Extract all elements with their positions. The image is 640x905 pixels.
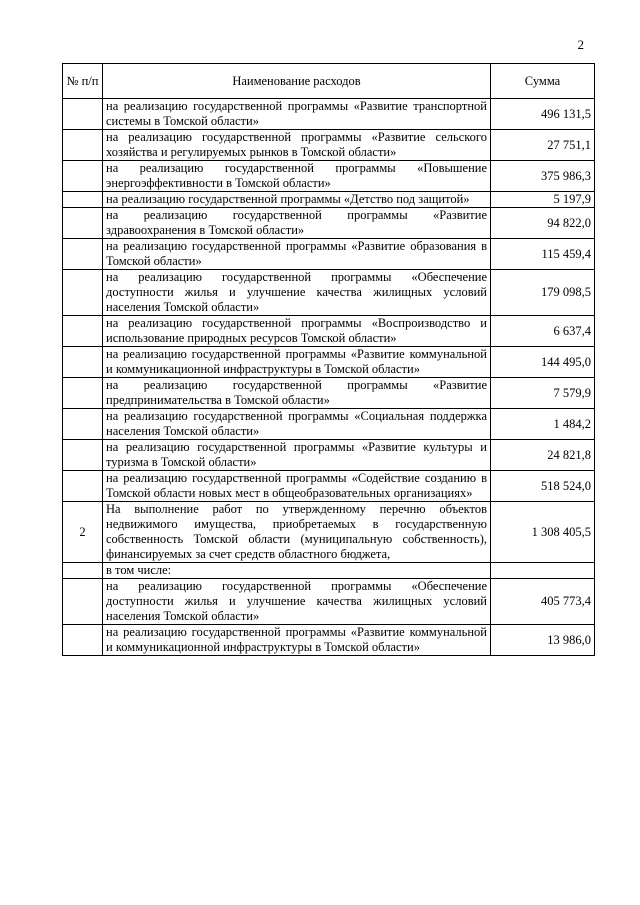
row-number bbox=[63, 347, 103, 378]
table-row bbox=[63, 192, 595, 208]
row-name: на реализацию государственной программы «Содействие созданию в Томской области новых мест в общеобразовательных организациях» bbox=[103, 471, 491, 502]
row-amount: 405 773,4 bbox=[491, 579, 595, 625]
row-number bbox=[63, 409, 103, 440]
table-header-row bbox=[63, 64, 595, 99]
row-number bbox=[63, 161, 103, 192]
page-number: 2 bbox=[577, 37, 584, 52]
table-row bbox=[63, 239, 595, 270]
row-name: на реализацию государственной программы «Обеспечение доступности жилья и улучшение качества жилищных условий населения Томской области» bbox=[103, 270, 491, 316]
row-number bbox=[63, 99, 103, 130]
header-name: Наименование расходов bbox=[103, 64, 491, 99]
row-name: на реализацию государственной программы «Развитие предпринимательства в Томской области» bbox=[103, 378, 491, 409]
row-number bbox=[63, 130, 103, 161]
row-number: 2 bbox=[63, 502, 103, 563]
table-row bbox=[63, 130, 595, 161]
row-name: на реализацию государственной программы «Повышение энергоэффективности в Томской области» bbox=[103, 161, 491, 192]
row-amount: 27 751,1 bbox=[491, 130, 595, 161]
table-row bbox=[63, 347, 595, 378]
table-row bbox=[63, 409, 595, 440]
row-name: на реализацию государственной программы «Развитие здравоохранения в Томской области» bbox=[103, 208, 491, 239]
row-number bbox=[63, 270, 103, 316]
row-amount: 179 098,5 bbox=[491, 270, 595, 316]
table-row bbox=[63, 270, 595, 316]
row-number bbox=[63, 192, 103, 208]
table-row bbox=[63, 161, 595, 192]
row-name: на реализацию государственной программы «Развитие коммунальной и коммуникационной инфраструктуры в Томской области» bbox=[103, 347, 491, 378]
row-name: На выполнение работ по утвержденному перечню объектов недвижимого имущества, приобретаемых в государственную собственность Томской области (муниципальную собственность), финансируемых за счет средств областного бюджета, bbox=[103, 502, 491, 563]
row-name: в том числе: bbox=[103, 563, 491, 579]
row-amount: 1 484,2 bbox=[491, 409, 595, 440]
table-row bbox=[63, 99, 595, 130]
row-name: на реализацию государственной программы «Развитие образования в Томской области» bbox=[103, 239, 491, 270]
table-row bbox=[63, 471, 595, 502]
expenses-table bbox=[62, 63, 595, 656]
row-amount: 13 986,0 bbox=[491, 625, 595, 656]
row-amount: 1 308 405,5 bbox=[491, 502, 595, 563]
row-name: на реализацию государственной программы «Развитие сельского хозяйства и регулируемых рынков в Томской области» bbox=[103, 130, 491, 161]
row-number bbox=[63, 563, 103, 579]
row-amount: 115 459,4 bbox=[491, 239, 595, 270]
row-number bbox=[63, 579, 103, 625]
row-amount: 496 131,5 bbox=[491, 99, 595, 130]
table-row bbox=[63, 378, 595, 409]
table-row bbox=[63, 563, 595, 579]
table-row bbox=[63, 440, 595, 471]
header-number: № п/п bbox=[63, 64, 103, 99]
table-row bbox=[63, 502, 595, 563]
table-row bbox=[63, 316, 595, 347]
row-amount: 24 821,8 bbox=[491, 440, 595, 471]
row-number bbox=[63, 378, 103, 409]
row-name: на реализацию государственной программы «Социальная поддержка населения Томской области» bbox=[103, 409, 491, 440]
row-amount: 518 524,0 bbox=[491, 471, 595, 502]
row-name: на реализацию государственной программы «Развитие коммунальной и коммуникационной инфраструктуры в Томской области» bbox=[103, 625, 491, 656]
row-number bbox=[63, 316, 103, 347]
row-amount: 94 822,0 bbox=[491, 208, 595, 239]
row-number bbox=[63, 208, 103, 239]
row-name: на реализацию государственной программы «Детство под защитой» bbox=[103, 192, 491, 208]
row-name: на реализацию государственной программы «Развитие транспортной системы в Томской области» bbox=[103, 99, 491, 130]
table-row bbox=[63, 625, 595, 656]
row-amount: 144 495,0 bbox=[491, 347, 595, 378]
table-row bbox=[63, 579, 595, 625]
row-number bbox=[63, 440, 103, 471]
row-amount: 375 986,3 bbox=[491, 161, 595, 192]
row-amount bbox=[491, 563, 595, 579]
row-amount: 7 579,9 bbox=[491, 378, 595, 409]
row-amount: 5 197,9 bbox=[491, 192, 595, 208]
row-number bbox=[63, 239, 103, 270]
header-amount: Сумма bbox=[491, 64, 595, 99]
row-name: на реализацию государственной программы «Обеспечение доступности жилья и улучшение качества жилищных условий населения Томской области» bbox=[103, 579, 491, 625]
row-number bbox=[63, 625, 103, 656]
row-number bbox=[63, 471, 103, 502]
row-name: на реализацию государственной программы «Развитие культуры и туризма в Томской области» bbox=[103, 440, 491, 471]
row-name: на реализацию государственной программы «Воспроизводство и использование природных ресурсов Томской области» bbox=[103, 316, 491, 347]
row-amount: 6 637,4 bbox=[491, 316, 595, 347]
table-row bbox=[63, 208, 595, 239]
